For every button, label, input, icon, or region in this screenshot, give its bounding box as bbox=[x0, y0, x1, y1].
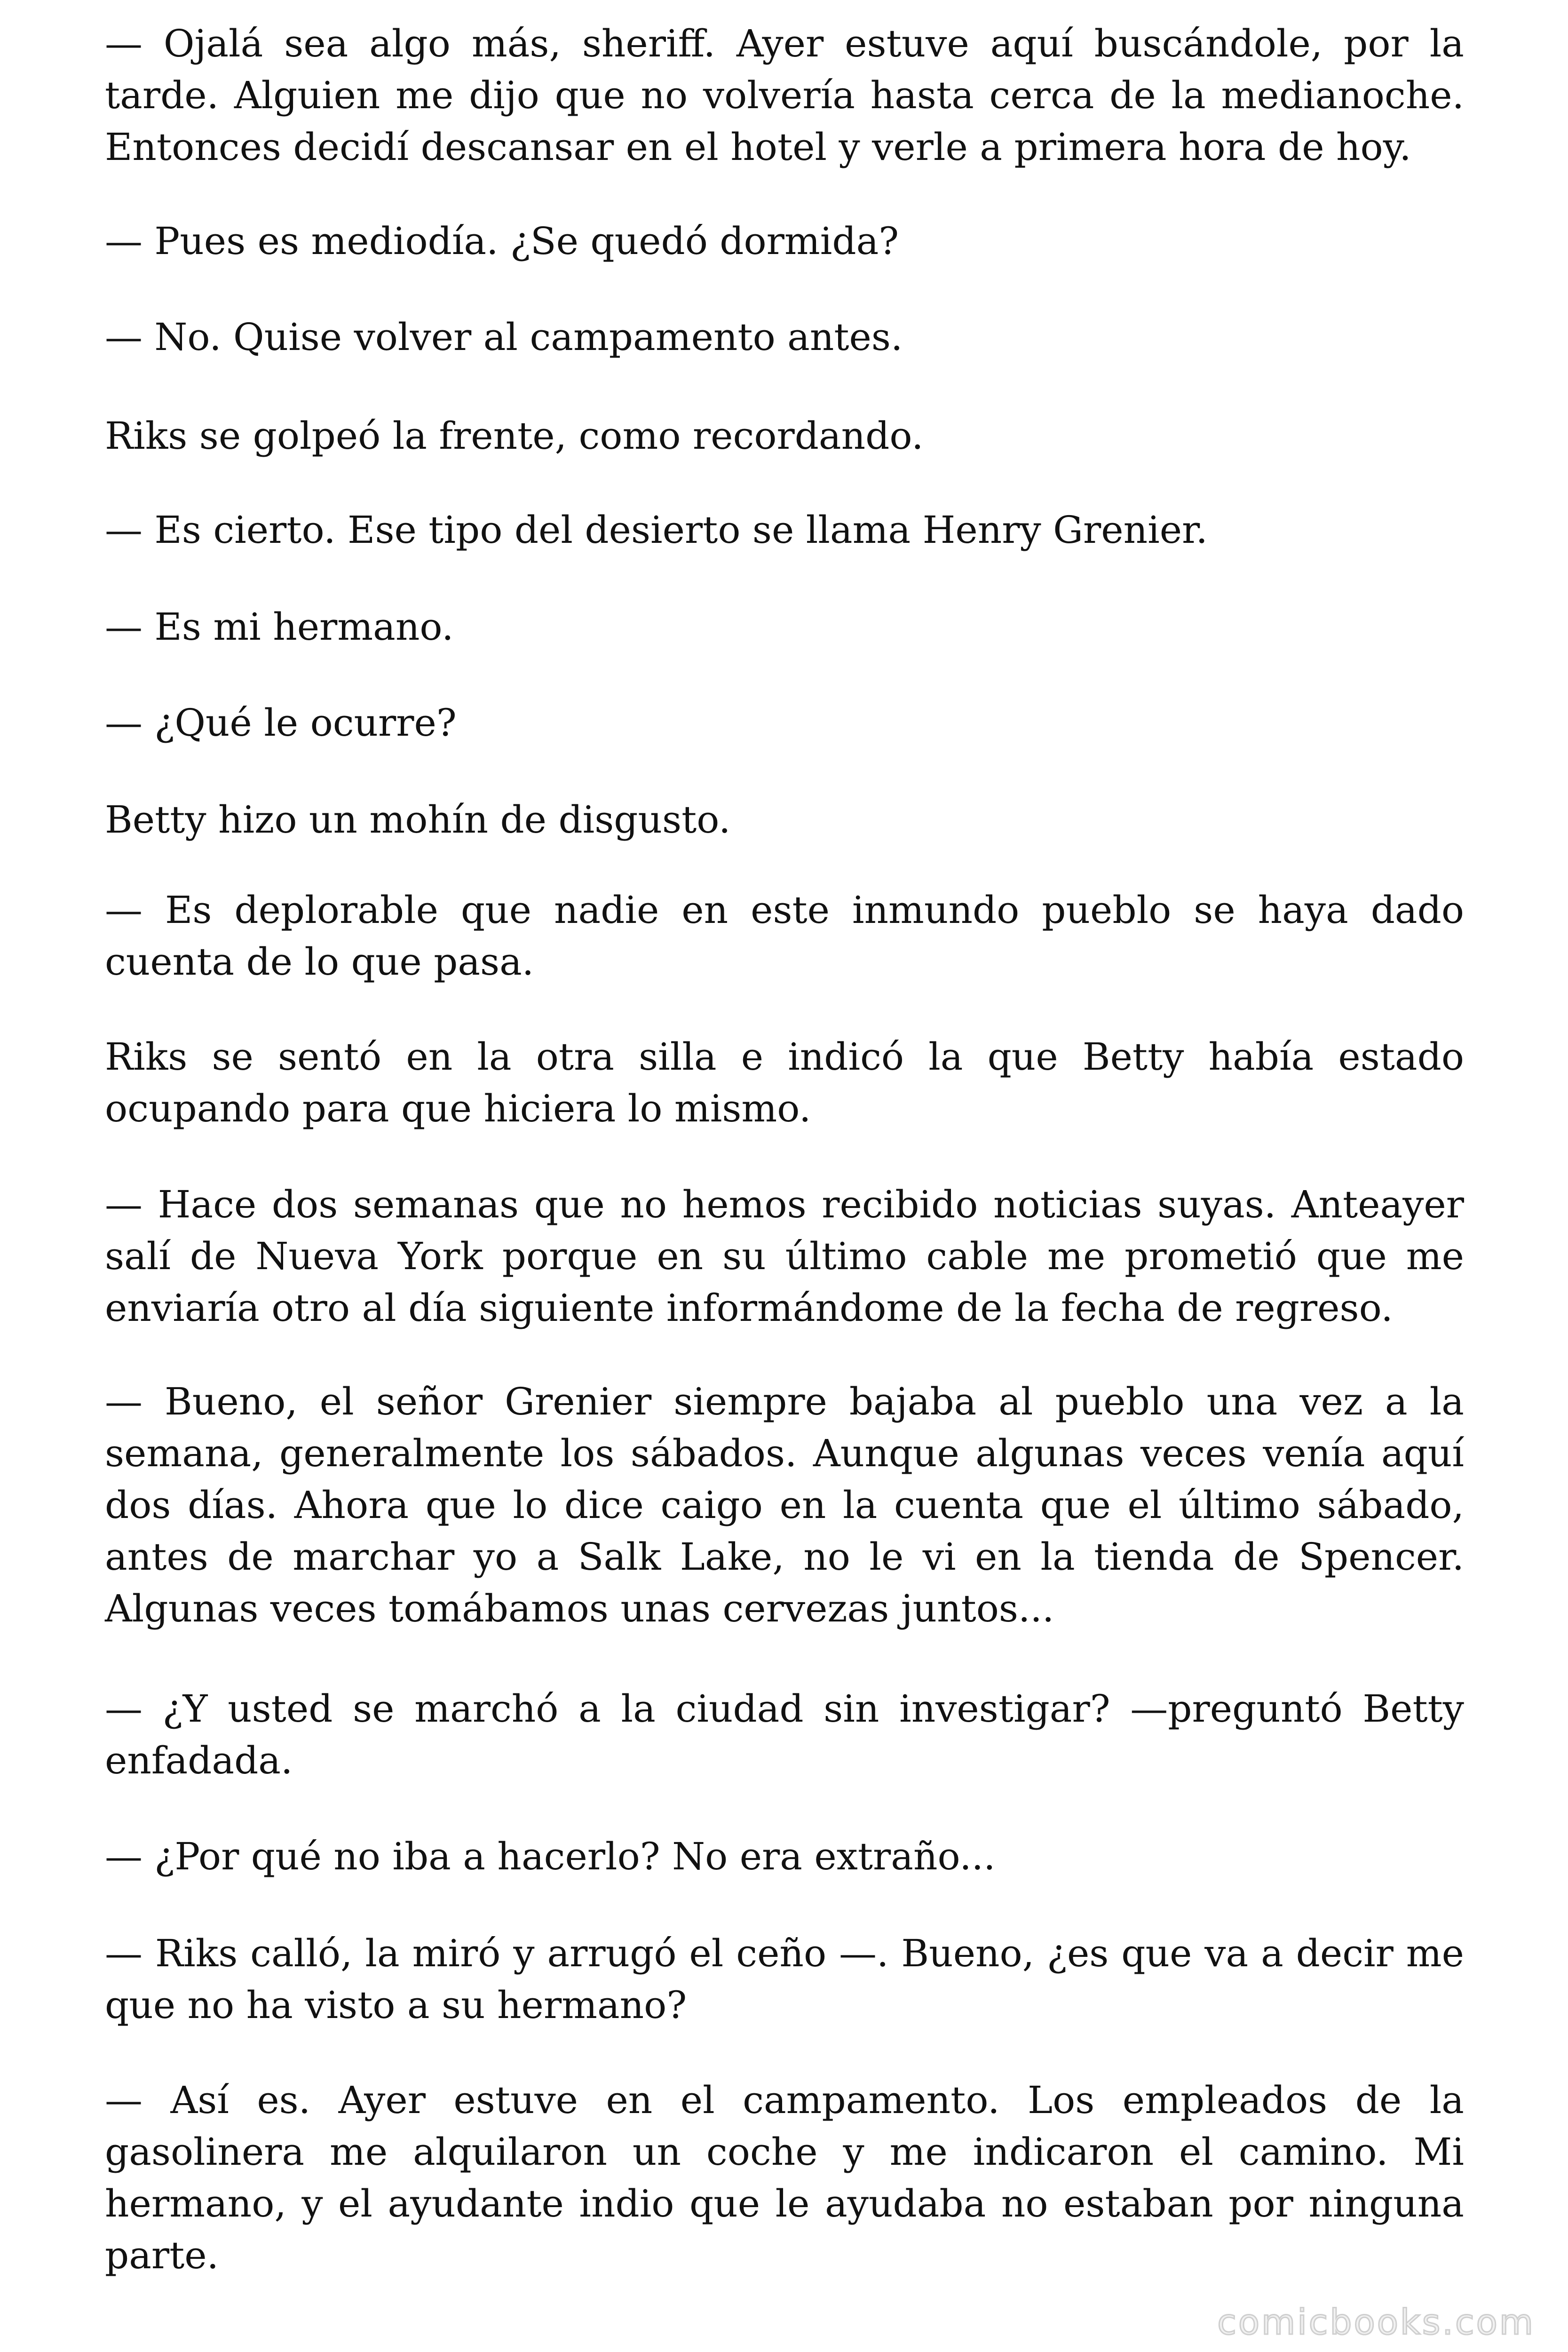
paragraph-8: Betty hizo un mohín de disgusto. bbox=[105, 798, 731, 842]
paragraph-12: — Bueno, el señor Grenier siempre bajaba al pueblo una vez a la semana, generalmente los sábados. Aunque algunas veces venía aquí dos días. Ahora que lo dice caigo en la cuenta que el último sábado, antes de marchar yo a Salk Lake, no le vi en la tienda de Spencer. Algunas veces tomábamos unas cervezas juntos... bbox=[105, 1380, 1464, 1630]
paragraph-13: — ¿Y usted se marchó a la ciudad sin investigar? —preguntó Betty enfadada. bbox=[105, 1687, 1464, 1782]
paragraph-15: — Riks calló, la miró y arrugó el ceño —. Bueno, ¿es que va a decir me que no ha visto a su hermano? bbox=[105, 1931, 1464, 2027]
paragraph-4: Riks se golpeó la frente, como recordando. bbox=[105, 414, 924, 458]
paragraph-5: — Es cierto. Ese tipo del desierto se llama Henry Grenier. bbox=[105, 508, 1208, 552]
paragraph-7: — ¿Qué le ocurre? bbox=[105, 701, 457, 745]
paragraph-1: — Ojalá sea algo más, sheriff. Ayer estuve aquí buscándole, por la tarde. Alguien me dijo que no volvería hasta cerca de la medianoche. Entonces decidí descansar en el hotel y verle a primera hora de hoy. bbox=[105, 22, 1464, 169]
paragraph-10: Riks se sentó en la otra silla e indicó la que Betty había estado ocupando para que hiciera lo mismo. bbox=[105, 1035, 1464, 1130]
paragraph-14: — ¿Por qué no iba a hacerlo? No era extraño... bbox=[105, 1835, 996, 1878]
paragraph-16: — Así es. Ayer estuve en el campamento. Los empleados de la gasolinera me alquilaron un coche y me indicaron el camino. Mi hermano, y el ayudante indio que le ayudaba no estaban por ninguna parte. bbox=[105, 2078, 1464, 2277]
watermark: comicbooks.com bbox=[1217, 2302, 1535, 2343]
paragraph-9: — Es deplorable que nadie en este inmundo pueblo se haya dado cuenta de lo que pasa. bbox=[105, 888, 1464, 984]
page-body bbox=[105, 0, 1464, 2352]
paragraph-11: — Hace dos semanas que no hemos recibido noticias suyas. Anteayer salí de Nueva York porque en su último cable me prometió que me enviaría otro al día siguiente informándome de la fecha de regreso. bbox=[105, 1183, 1464, 1330]
paragraph-6: — Es mi hermano. bbox=[105, 605, 454, 649]
paragraph-3: — No. Quise volver al campamento antes. bbox=[105, 315, 903, 359]
paragraph-2: — Pues es mediodía. ¿Se quedó dormida? bbox=[105, 219, 899, 263]
